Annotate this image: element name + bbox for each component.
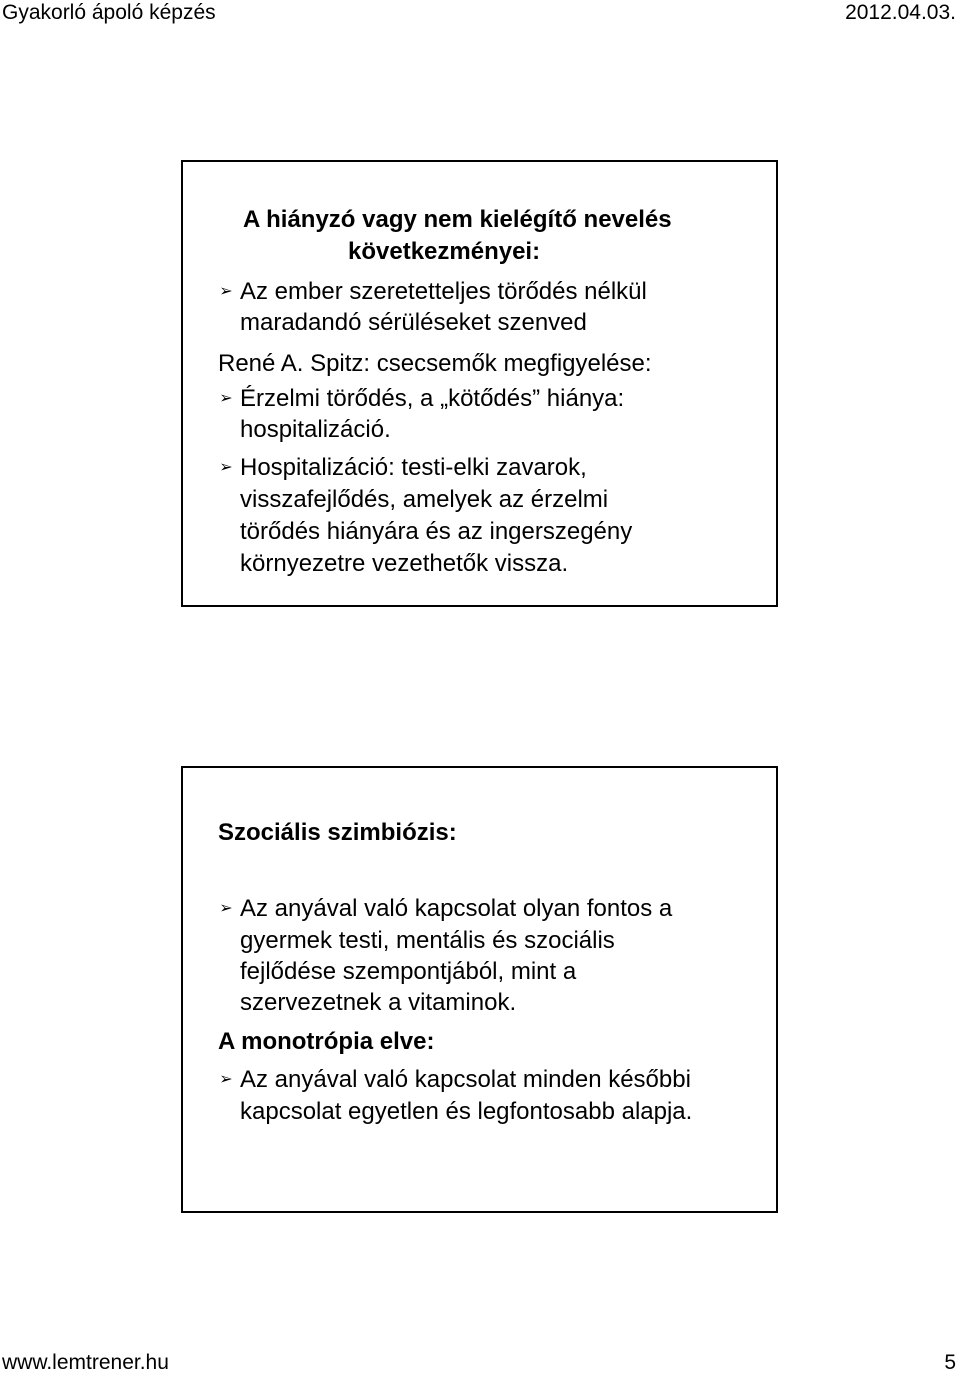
slide-1-bullet-1-line-1: Az ember szeretetteljes törődés nélkül [240, 278, 647, 305]
slide-1-bullet-2-line-2: hospitalizáció. [240, 416, 391, 443]
bullet-arrow-icon: ➢ [219, 283, 233, 300]
bullet-arrow-icon: ➢ [219, 1071, 233, 1088]
slide-1-bullet-2-line-1: Érzelmi törődés, a „kötődés” hiánya: [240, 385, 625, 412]
slide-1-plain-line: René A. Spitz: csecsemők megfigyelése: [218, 350, 652, 377]
slide-1-heading-line-2: következményei: [348, 238, 541, 265]
slide-2-heading-2: A monotrópia elve: [218, 1028, 435, 1055]
slide-2-bullet-1-line-1: Az anyával való kapcsolat olyan fontos a [240, 895, 673, 922]
slide-1-heading-line-1: A hiányzó vagy nem kielégítő nevelés [243, 206, 672, 233]
slide-1-bullet-1-line-2: maradandó sérüléseket szenved [240, 309, 587, 336]
slide-1-bullet-3-line-2: visszafejlődés, amelyek az érzelmi [240, 486, 609, 513]
slide-1-bullet-3-line-4: környezetre vezethetők vissza. [240, 550, 569, 577]
bullet-arrow-icon: ➢ [219, 459, 233, 476]
slide-1-bullet-3-line-3: törődés hiányára és az ingerszegény [240, 518, 633, 545]
slide-2-bullet-2-line-2: kapcsolat egyetlen és legfontosabb alapja. [240, 1098, 693, 1125]
footer-website: www.lemtrener.hu [2, 1351, 169, 1374]
slide-2-bullet-1-line-2: gyermek testi, mentális és szociális [240, 927, 615, 954]
bullet-arrow-icon: ➢ [219, 390, 233, 407]
header-title: Gyakorló ápoló képzés [2, 1, 216, 24]
bullet-arrow-icon: ➢ [219, 900, 233, 917]
slide-2-bullet-1-line-4: szervezetnek a vitaminok. [240, 989, 517, 1016]
slide-2-bullet-2-line-1: Az anyával való kapcsolat minden későbbi [240, 1066, 691, 1093]
slide-2-bullet-1-line-3: fejlődése szempontjából, mint a [240, 958, 577, 985]
slide-2-heading-1: Szociális szimbiózis: [218, 819, 457, 846]
header-date: 2012.04.03. [845, 1, 956, 24]
slide-1-bullet-3-line-1: Hospitalizáció: testi-elki zavarok, [240, 454, 587, 481]
footer-page-number: 5 [944, 1351, 956, 1374]
